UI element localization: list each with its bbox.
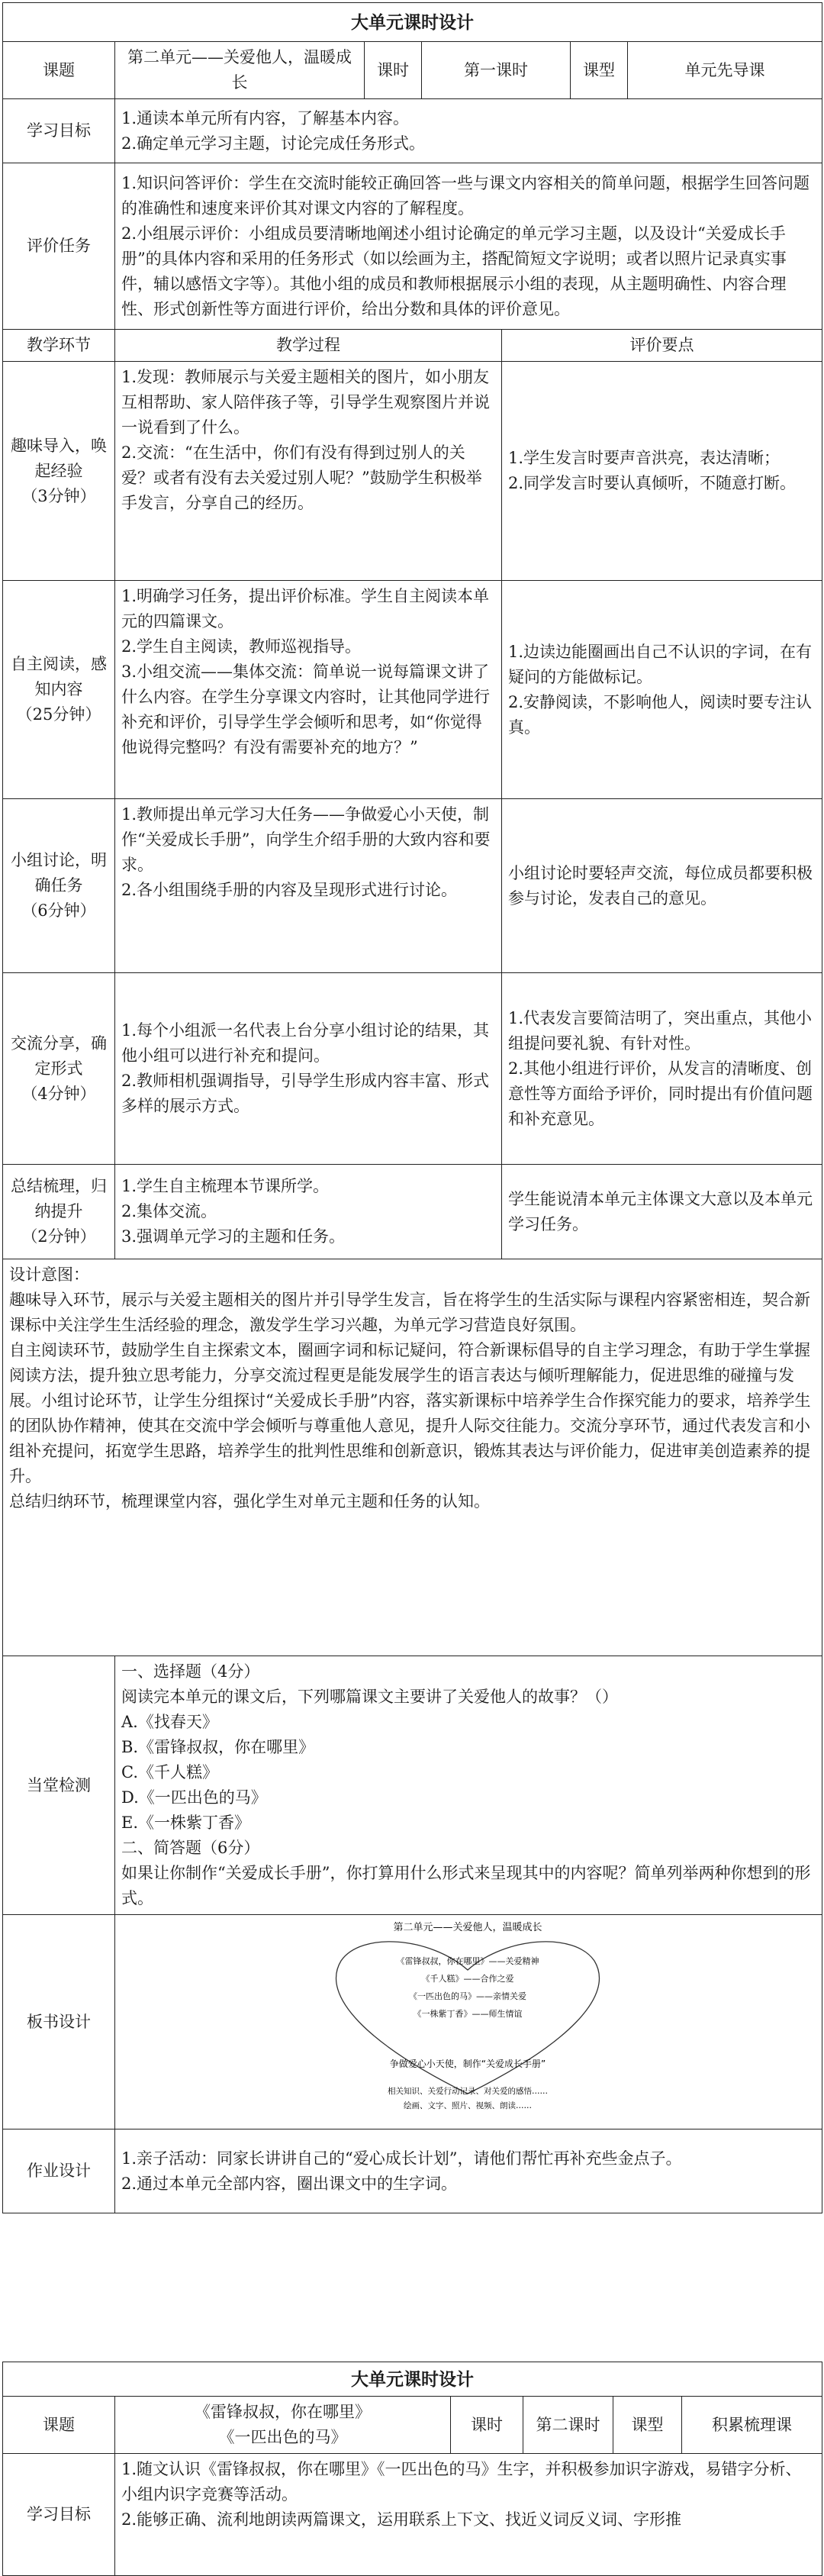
period-value: 第一课时 [422,42,571,99]
lesson-design-table-2 [2,2362,822,2576]
eval-item: 1.知识问答评价：学生在交流时能较正确回答一些与课文内容相关的简单问题，根据学生回答问题的准确性和速度来评价其对课文内容的了解程度。 [121,173,810,218]
test-content: 一、选择题（4分） 阅读完本单元的课文后，下列哪篇课文主要讲了关爱他人的故事？（） A.《找春天》 B.《雷锋叔叔，你在哪里》 C.《千人糕》 D.《一匹出色的马》 E.《一株紫丁香》 二、简答题（6分） 如果让你制作“关爱成长手册”，你打算用什么形式来呈现其中的内容呢？简单列举两种你想到的形式。 [115,1656,822,1915]
stage-points: 1.代表发言要简洁明了，突出重点，其他小组提问要礼貌、有针对性。 2.其他小组进行评价，从发言的清晰度、创意性等方面给予评价，同时提出有价值问题和补充意见。 [502,973,822,1165]
stage-points: 1.边读边能圈画出自己不认识的字词，在有疑问的方能做标记。 2.安静阅读，不影响他人，阅读时要专注认真。 [502,581,822,799]
stage-name: 小组讨论，明确任务 （6分钟） [3,799,115,973]
board-line: 《一株紫丁香》——师生情谊 [413,2009,523,2019]
goals-label: 学习目标 [3,2454,115,2576]
design-intent: 设计意图： 趣味导入环节，展示与关爱主题相关的图片并引导学生发言，旨在将学生的生活实际与课程内容紧密相连，契合新课标中关注学生生活经验的理念，激发学生学习兴趣，为单元学习营造良好氛围。 自主阅读环节，鼓励学生自主探索文本，圈画字词和标记疑问，符合新课标倡导的自主学习理念，有助于学生掌握阅读方法，提升独立思考能力，分享交流过程更是能发展学生的语言表达与倾听理解能力，促进思维的碰撞与发展。小组讨论环节，让学生分组探讨“关爱成长手册”内容，落实新课标中培养学生合作探究能力的要求，培养学生的团队协作精神，使其在交流中学会倾听与尊重他人意见，提升人际交往能力。交流分享环节，通过代表发言和小组补充提问，拓宽学生思路，培养学生的批判性思维和创新意识，锻炼其表达与评价能力，促进审美创造素养的提升。 总结归纳环节，梳理课堂内容，强化学生对单元主题和任务的认知。 [3,1259,822,1656]
test-label: 当堂检测 [3,1656,115,1915]
stage-process: 1.学生自主梳理本节课所学。 2.集体交流。 3.强调单元学习的主题和任务。 [115,1165,502,1259]
col-header-process: 教学过程 [115,330,502,362]
eval-content [115,163,822,330]
board-title: 第二单元——关爱他人，温暖成长 [393,1922,542,1933]
goal-item: 1.通读本单元所有内容，了解基本内容。 [121,108,410,127]
col-header-points: 评价要点 [502,330,822,362]
topic-value: 第二单元——关爱他人，温暖成长 [115,42,365,99]
stage-process: 1.教师提出单元学习大任务——争做爱心小天使，制作“关爱成长手册”，向学生介绍手册的大致内容和要求。 2.各小组围绕手册的内容及呈现形式进行讨论。 [115,799,502,973]
type-value: 积累梳理课 [682,2397,822,2454]
stage-points: 1.学生发言时要声音洪亮，表达清晰； 2.同学发言时要认真倾听，不随意打断。 [502,362,822,581]
stage-points: 小组讨论时要轻声交流，每位成员都要积极参与讨论，发表自己的意见。 [502,799,822,973]
col-header-stage: 教学环节 [3,330,115,362]
stage-name: 总结梳理，归纳提升 （2分钟） [3,1165,115,1259]
board-item: 绘画、文字、照片、视频、朗读…… [404,2101,532,2110]
board-diagram [117,1917,819,2120]
period-label: 课时 [365,42,422,99]
period-label: 课时 [451,2397,523,2454]
topic-label: 课题 [3,2397,115,2454]
board-label: 板书设计 [3,1915,115,2129]
topic-value: 《雷锋叔叔，你在哪里》 《一匹出色的马》 [115,2397,451,2454]
homework-content: 1.亲子活动：同家长讲讲自己的“爱心成长计划”，请他们帮忙再补充些金点子。 2.通过本单元全部内容，圈出课文中的生字词。 [115,2129,822,2213]
period-value: 第二课时 [523,2397,613,2454]
stage-process: 1.明确学习任务，提出评价标准。学生自主阅读本单元的四篇课文。 2.学生自主阅读，教师巡视指导。 3.小组交流——集体交流：简单说一说每篇课文讲了什么内容。在学生分享课文内容时，让其他同学进行补充和评价，引导学生学会倾听和思考，如“你觉得他说得完整吗？有没有需要补充的地方？” [115,581,502,799]
board-line: 《雷锋叔叔，你在哪里》——关爱精神 [396,1956,539,1966]
goal-item: 2.确定单元学习主题，讨论完成任务形式。 [121,134,426,153]
stage-name: 交流分享，确定形式 （4分钟） [3,973,115,1165]
goals-content [115,99,822,163]
board-item: 相关知识、关爱行动记录、对关爱的感悟…… [388,2087,548,2096]
table-title: 大单元课时设计 [3,2362,822,2397]
type-label: 课型 [613,2397,682,2454]
stage-name: 趣味导入，唤起经验 （3分钟） [3,362,115,581]
table-title: 大单元课时设计 [3,3,822,42]
type-label: 课型 [571,42,628,99]
homework-label: 作业设计 [3,2129,115,2213]
eval-item: 2.小组展示评价：小组成员要清晰地阐述小组讨论确定的单元学习主题，以及设计“关爱成长手册”的具体内容和采用的任务形式（如以绘画为主，搭配简短文字说明；或者以照片记录真实事件，辅以感悟文字等）。其他小组的成员和教师根据展示小组的表现，从主题明确性、内容合理性、形式创新性等方面进行评价，给出分数和具体的评价意见。 [121,224,787,318]
eval-label: 评价任务 [3,163,115,330]
goals-label: 学习目标 [3,99,115,163]
stage-process: 1.每个小组派一名代表上台分享小组讨论的结果，其他小组可以进行补充和提问。 2.教师相机强调指导，引导学生形成内容丰富、形式多样的展示方式。 [115,973,502,1165]
board-line: 《千人糕》——合作之爱 [421,1974,514,1984]
type-value: 单元先导课 [628,42,822,99]
goals-content: 1.随文认识《雷锋叔叔，你在哪里》《一匹出色的马》生字，并积极参加识字游戏，易错字分析、小组内识字竞赛等活动。 2.能够正确、流利地朗读两篇课文，运用联系上下文、找近义词反义词、字形推 [115,2454,822,2576]
stage-name: 自主阅读，感知内容 （25分钟） [3,581,115,799]
board-line: 《一匹出色的马》——亲情关爱 [409,1991,526,2001]
topic-label: 课题 [3,42,115,99]
stage-process: 1.发现：教师展示与关爱主题相关的图片，如小朋友互相帮助、家人陪伴孩子等，引导学生观察图片并说一说看到了什么。 2.交流：“在生活中，你们有没有得到过别人的关爱？或者有没有去关爱过别人呢？”鼓励学生积极举手发言，分享自己的经历。 [115,362,502,581]
stage-points: 学生能说清本单元主体课文大意以及本单元学习任务。 [502,1165,822,1259]
board-task: 争做爱心小天使，制作“关爱成长手册” [389,2059,546,2069]
board-design [115,1915,822,2129]
lesson-design-table-1 [2,2,822,2213]
